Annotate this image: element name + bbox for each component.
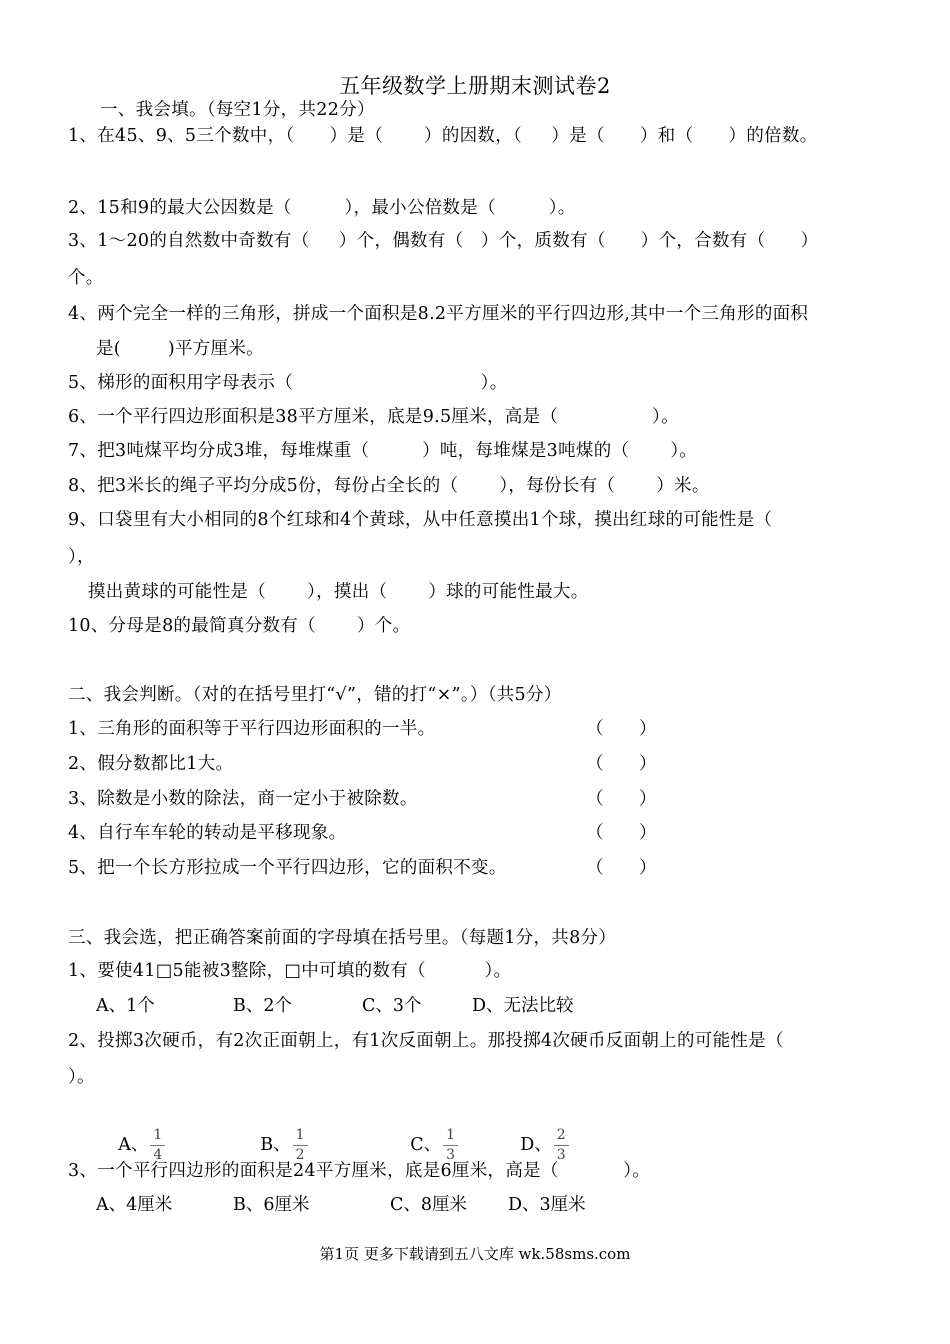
section-2-header: 二、我会判断。（对的在括号里打“√”，错的打“×”。）（共5分） xyxy=(68,685,562,705)
fraction-b xyxy=(293,1128,308,1163)
page-footer: 第1页 更多下载请到五八文库 wk.58sms.com xyxy=(319,1245,631,1263)
s1-line-4: 4、两个完全一样的三角形，拼成一个面积是8.2平方厘米的平行四边形,其中一个三角形的面积 xyxy=(68,304,809,324)
fraction-b-numerator: 1 xyxy=(295,1127,305,1143)
choice-q3: 3、一个平行四边形的面积是24平方厘米，底是6厘米，高是（ ）。 xyxy=(68,1161,651,1181)
s1-line-8: 8、把3米长的绳子平均分成5份，每份占全长的（ ），每份长有（ ）米。 xyxy=(68,476,710,496)
judge-bracket-4: （ ） xyxy=(586,823,657,843)
page-title: 五年级数学上册期末测试卷2 xyxy=(339,74,611,98)
choice-q1-option-c: C、3个 xyxy=(362,996,422,1016)
option-d-label: D、 xyxy=(520,1135,552,1155)
fraction-c xyxy=(443,1128,458,1163)
option-c-label: C、 xyxy=(410,1135,442,1155)
s1-line-2: 2、15和9的最大公因数是（ ），最小公倍数是（ ）。 xyxy=(68,198,576,218)
fraction-d-numerator: 2 xyxy=(556,1127,566,1143)
s1-line-6: 6、一个平行四边形面积是38平方厘米，底是9.5厘米，高是（ ）。 xyxy=(68,407,679,427)
fraction-bar xyxy=(293,1145,308,1146)
section-3-header: 三、我会选，把正确答案前面的字母填在括号里。（每题1分，共8分） xyxy=(68,928,617,948)
choice-q3-option-c: C、8厘米 xyxy=(390,1195,468,1215)
choice-q3-option-a: A、4厘米 xyxy=(96,1195,173,1215)
judge-bracket-5: （ ） xyxy=(586,858,657,878)
judge-bracket-3: （ ） xyxy=(586,789,657,809)
option-a-label: A、 xyxy=(118,1135,149,1155)
judge-item-1: 1、三角形的面积等于平行四边形面积的一半。 xyxy=(68,719,436,739)
s1-line-9-cont2: 摸出黄球的可能性是（ ），摸出（ ）球的可能性最大。 xyxy=(88,582,589,602)
fraction-b-denominator: 2 xyxy=(295,1147,305,1163)
fraction-bar xyxy=(150,1145,165,1146)
fraction-a-numerator: 1 xyxy=(153,1127,163,1143)
judge-bracket-2: （ ） xyxy=(586,754,657,774)
choice-q2: 2、投掷3次硬币，有2次正面朝上，有1次反面朝上。那投掷4次硬币反面朝上的可能性是（ xyxy=(68,1031,784,1051)
judge-bracket-1: （ ） xyxy=(586,719,657,739)
choice-q1-option-a: A、1个 xyxy=(96,996,155,1016)
s1-line-10: 10、分母是8的最简真分数有（ ）个。 xyxy=(68,616,411,636)
s1-line-7: 7、把3吨煤平均分成3堆，每堆煤重（ ）吨，每堆煤是3吨煤的（ ）。 xyxy=(68,441,698,461)
s1-line-3: 3、1～20的自然数中奇数有（ ）个，偶数有（ ）个，质数有（ ）个，合数有（ ） xyxy=(68,231,819,251)
fraction-bar xyxy=(443,1145,458,1146)
section-1-header: 一、我会填。（每空1分，共22分） xyxy=(100,100,375,120)
fraction-d-denominator: 3 xyxy=(556,1147,566,1163)
s1-line-9: 9、口袋里有大小相同的8个红球和4个黄球，从中任意摸出1个球，摸出红球的可能性是（ xyxy=(68,510,773,530)
choice-q1: 1、要使41□5能被3整除，□中可填的数有（ ）。 xyxy=(68,961,512,981)
choice-q1-option-b: B、2个 xyxy=(233,996,292,1016)
s1-line-4-cont: 是( )平方厘米。 xyxy=(96,339,264,359)
choice-q3-option-b: B、6厘米 xyxy=(233,1195,310,1215)
judge-item-2: 2、假分数都比1大。 xyxy=(68,754,234,774)
judge-item-4: 4、自行车车轮的转动是平移现象。 xyxy=(68,823,347,843)
fraction-a-denominator: 4 xyxy=(153,1147,163,1163)
s1-line-9-cont: ）， xyxy=(68,547,95,567)
s1-line-5: 5、梯形的面积用字母表示（ ）。 xyxy=(68,373,508,393)
fraction-c-numerator: 1 xyxy=(446,1127,456,1143)
s1-line-1: 1、在45、9、5三个数中，（ ）是（ ）的因数，（ ）是（ ）和（ ）的倍数。 xyxy=(68,126,818,146)
s1-line-3-cont: 个。 xyxy=(68,268,104,288)
fraction-c-denominator: 3 xyxy=(446,1147,456,1163)
fraction-a xyxy=(150,1128,165,1163)
judge-item-5: 5、把一个长方形拉成一个平行四边形，它的面积不变。 xyxy=(68,858,507,878)
judge-item-3: 3、除数是小数的除法，商一定小于被除数。 xyxy=(68,789,418,809)
choice-q3-option-d: D、3厘米 xyxy=(508,1195,586,1215)
choice-q1-option-d: D、无法比较 xyxy=(472,996,574,1016)
option-b-label: B、 xyxy=(260,1135,291,1155)
choice-q2-cont: ）。 xyxy=(68,1067,95,1087)
fraction-bar xyxy=(554,1145,569,1146)
fraction-d xyxy=(554,1128,569,1163)
